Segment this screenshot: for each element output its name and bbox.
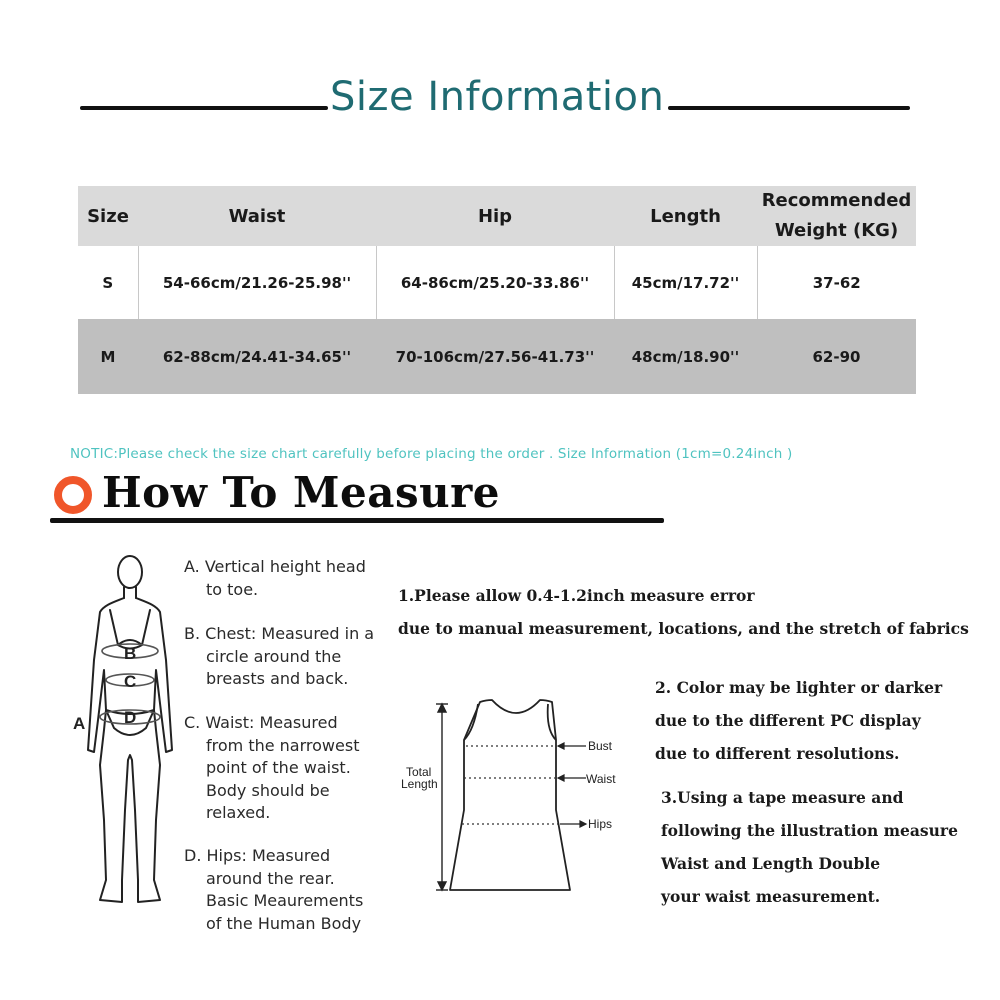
header-hip: Hip <box>376 186 614 246</box>
header-length: Length <box>614 186 757 246</box>
definition-d-key: D. Hips: Measured <box>184 846 331 865</box>
size-table <box>78 186 916 394</box>
waist-label: Waist <box>586 772 616 786</box>
definition-c-line: point of the waist. <box>206 758 351 777</box>
body-measure-figure <box>70 550 190 920</box>
table-row <box>78 246 916 319</box>
definition-d-line: Basic Meaurements <box>206 891 364 910</box>
header-weight <box>757 186 916 246</box>
how-to-measure-title: How To Measure <box>102 468 501 517</box>
definition-c-line: Body should be <box>206 780 330 800</box>
note-3-line-4: your waist measurement. <box>661 887 881 906</box>
figure-letter-a: A <box>73 714 86 733</box>
definition-d <box>184 845 363 935</box>
header-weight-line1: Recommended <box>761 190 912 211</box>
note-1-line-1: 1.Please allow 0.4-1.2inch measure error <box>398 586 755 605</box>
header-weight-line2: Weight (KG) <box>774 220 899 241</box>
definition-c-key: C. Waist: Measured <box>184 713 338 732</box>
definition-d-line: around the rear. <box>206 868 335 888</box>
waist-arrow-head <box>558 775 564 781</box>
cell-hip: 64-86cm/25.20-33.86'' <box>376 246 614 319</box>
bust-label: Bust <box>588 739 613 753</box>
table-row <box>78 319 916 394</box>
header-size: Size <box>78 186 138 246</box>
figure-letter-b: B <box>124 644 137 663</box>
dress-outline <box>450 700 570 890</box>
cell-weight: 62-90 <box>757 319 916 394</box>
note-1-line-2: due to manual measurement, locations, and the stretch of fabrics <box>398 619 969 638</box>
body-bra <box>110 610 150 649</box>
note-2-line-3: due to different resolutions. <box>655 744 900 763</box>
definition-c <box>184 712 359 825</box>
note-3-line-3: Waist and Length Double <box>661 854 881 873</box>
cell-length: 48cm/18.90'' <box>614 319 757 394</box>
note-2-line-1: 2. Color may be lighter or darker <box>655 678 943 697</box>
definition-b <box>184 623 374 691</box>
page-title: Size Information <box>330 74 665 120</box>
size-notice: NOTIC:Please check the size chart carefully before placing the order . Size Information (1cm=0.24inch ) <box>70 446 793 462</box>
definition-d-line: of the Human Body <box>206 913 362 933</box>
note-3-line-1: 3.Using a tape measure and <box>661 788 904 807</box>
definition-b-line: circle around the <box>206 646 342 666</box>
cell-length: 45cm/17.72'' <box>614 246 757 319</box>
cell-hip: 70-106cm/27.56-41.73'' <box>376 319 614 394</box>
note-3-line-2: following the illustration measure <box>661 821 958 840</box>
body-head <box>118 556 142 588</box>
bust-arrow-head <box>558 743 564 749</box>
total-label-2: Length <box>401 777 438 791</box>
definition-c-line: relaxed. <box>206 803 271 822</box>
cell-waist: 62-88cm/24.41-34.65'' <box>138 319 376 394</box>
how-to-measure-underline <box>50 518 664 523</box>
title-rule-left <box>80 106 328 110</box>
definition-a-line: to toe. <box>206 579 259 599</box>
definition-b-key: B. Chest: Measured in a <box>184 624 375 643</box>
definition-b-line: breasts and back. <box>206 669 349 688</box>
title-rule-right <box>668 106 910 110</box>
note-2-line-2: due to the different PC display <box>655 711 921 730</box>
figure-letter-d: D <box>124 708 137 727</box>
dress-armholes <box>464 704 556 740</box>
hips-label: Hips <box>588 817 613 831</box>
table-header-row <box>78 186 916 246</box>
cell-size: S <box>78 246 138 319</box>
definition-a <box>184 556 366 601</box>
total-label-1: Total <box>406 765 432 779</box>
cell-weight: 37-62 <box>757 246 916 319</box>
cell-waist: 54-66cm/21.26-25.98'' <box>138 246 376 319</box>
dress-measure-figure <box>398 690 638 900</box>
cell-size: M <box>78 319 138 394</box>
orange-ring-icon <box>54 476 92 514</box>
hips-arrow-head <box>580 821 586 827</box>
total-length-arrow-up <box>438 704 446 712</box>
header-waist: Waist <box>138 186 376 246</box>
definition-c-line: from the narrowest <box>206 735 360 755</box>
figure-letter-c: C <box>124 672 137 691</box>
total-length-arrow-down <box>438 882 446 890</box>
definition-a-key: A. Vertical height head <box>184 557 366 576</box>
